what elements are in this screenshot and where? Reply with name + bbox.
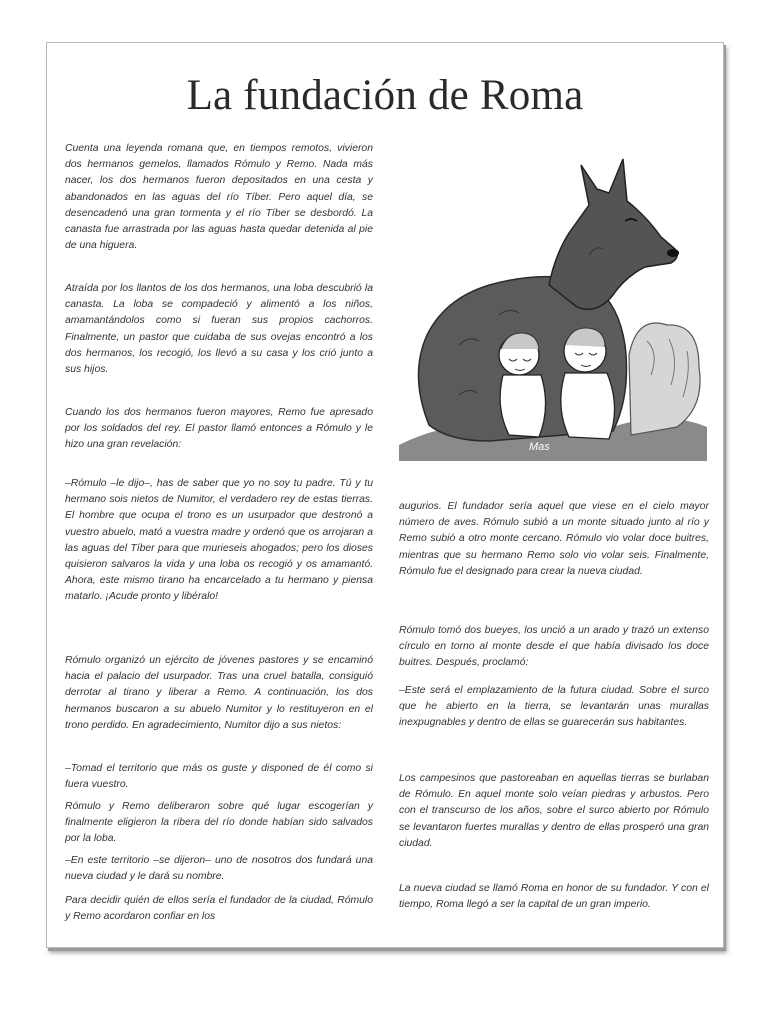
- right-paragraph-2: Rómulo tomó dos bueyes, los unció a un arado y trazó un extenso círculo en torno al monte desde el que había divisado los doce buitres. Después, proclamó:: [399, 625, 709, 669]
- right-paragraph-4: Los campesinos que pastoreaban en aquellas tierras se burlaban de Rómulo. En aquel monte solo veían piedras y arbustos. Pero con el transcurso de los años, sobre el surco abierto por Rómulo se levantaron fuertes murallas y dentro de ellas prosperó una gran ciudad.: [399, 773, 709, 849]
- page-title: La fundación de Roma: [186, 72, 584, 119]
- left-paragraph-7: Rómulo y Remo deliberaron sobre qué lugar escogerían y finalmente eligieron la ribera del río donde habían sido salvados por la loba.: [65, 801, 373, 845]
- left-paragraph-2: Atraída por los llantos de los dos hermanos, una loba descubrió la canasta. La loba se compadeció y alimentó a los niños, amamantándolos como si fueran sus propios cachorros. Finalmente, un pastor que cuidaba de sus ovejas encontró a los dos hermanos, los recogió, los llevó a su casa y los crió junto a sus hijos.: [65, 283, 373, 376]
- left-paragraph-5: Rómulo organizó un ejército de jóvenes pastores y se encaminó hacia el palacio del usurpador. Tras una cruel batalla, consiguió derrotar al tirano y liberar a Remo. A continuación, los dos hermanos buscaron a su abuelo Numitor y lo restituyeron en el trono perdido. En agradecimiento, Numitor dijo a sus nietos:: [65, 655, 373, 731]
- left-paragraph-3: Cuando los dos hermanos fueron mayores, Remo fue apresado por los soldados del rey. El pastor llamó entonces a Rómulo y le hizo una gran revelación:: [65, 407, 373, 451]
- left-paragraph-9: Para decidir quién de ellos sería el fundador de la ciudad, Rómulo y Remo acordaron confiar en los: [65, 895, 373, 923]
- right-paragraph-3: –Este será el emplazamiento de la futura ciudad. Sobre el surco que he abierto en la tierra, se levantarán unas murallas inexpugnables y dentro de ellas se guarecerán sus habitantes.: [399, 685, 709, 729]
- she-wolf-with-twins-illustration: [399, 145, 707, 461]
- left-paragraph-6: –Tomad el territorio que más os guste y disponed de él como si fuera vuestro.: [65, 763, 373, 791]
- left-paragraph-8: –En este territorio –se dijeron– uno de nosotros dos fundará una nueva ciudad y le dará su nombre.: [65, 855, 373, 883]
- illustration-signature: Mas: [529, 441, 550, 453]
- left-paragraph-4: –Rómulo –le dijo–, has de saber que yo no soy tu padre. Tú y tu hermano sois nietos de Numitor, el verdadero rey de estas tierras. El hombre que ocupa el trono es un usurpador que destronó a vuestro abuelo, mató a vuestra madre y ordenó que os arrojaran a las aguas del Tíber para que murieseis ahogados; pero los dioses quisieron salvaros la vida y una loba os recogió y os amamantó. Ahora, este mismo tirano ha encarcelado a tu hermano y piensa matarlo. ¡Acude pronto y libéralo!: [65, 478, 373, 603]
- document-page: [46, 42, 724, 948]
- right-paragraph-1: augurios. El fundador sería aquel que viese en el cielo mayor número de aves. Rómulo subió a un monte situado junto al río y Remo subió a otro monte cercano. Rómulo vio volar doce buitres, mientras que su hermano Remo solo vio volar seis. Finalmente, Rómulo fue el designado para crear la nueva ciudad.: [399, 501, 709, 577]
- right-paragraph-5: La nueva ciudad se llamó Roma en honor de su fundador. Y con el tiempo, Roma llegó a ser la capital de un gran imperio.: [399, 883, 709, 911]
- left-paragraph-1: Cuenta una leyenda romana que, en tiempos remotos, vivieron dos hermanos gemelos, llamados Rómulo y Remo. Nada más nacer, los dos hermanos fueron depositados en una cesta y abandonados en las aguas del río Tíber. Pero aquel día, se desencadenó una gran tormenta y el río Tíber se desbordó. La canasta fue arrastrada por las aguas hasta quedar detenida al pie de una higuera.: [65, 143, 373, 252]
